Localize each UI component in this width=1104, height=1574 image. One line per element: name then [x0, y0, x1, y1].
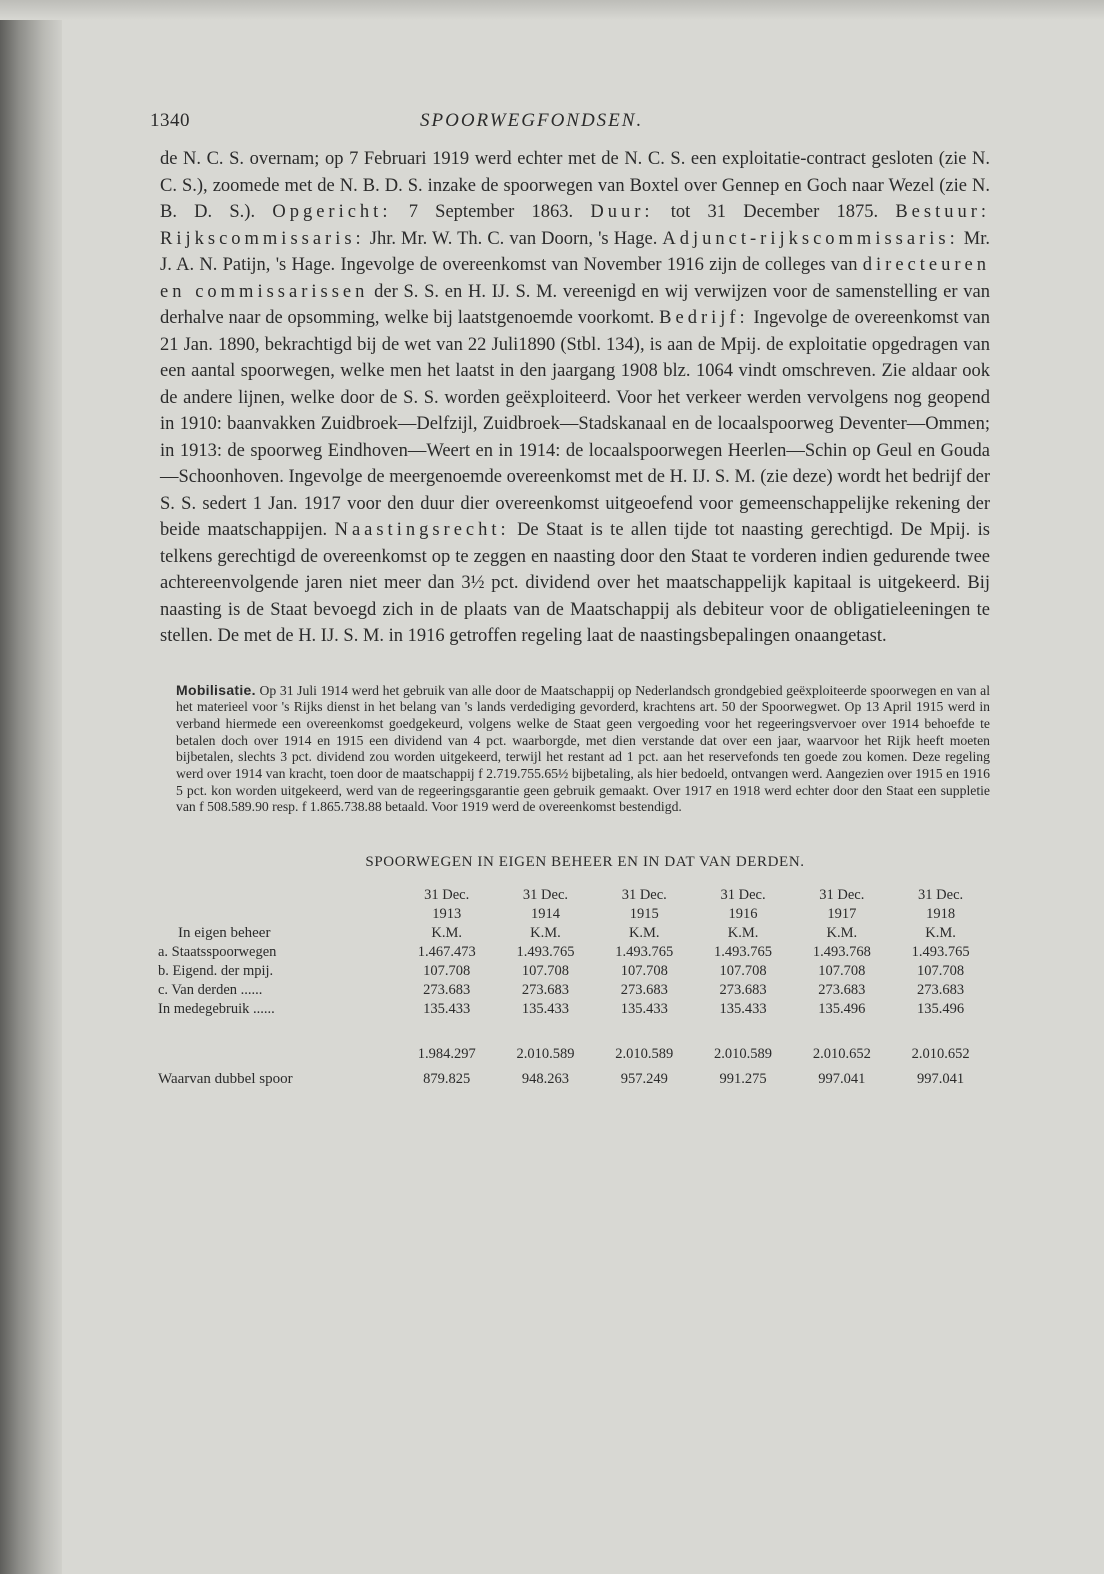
row-label: b. Eigend. der mpij.: [158, 963, 274, 980]
total-cell: 2.010.589: [516, 1046, 575, 1063]
value-cell: 135.496: [818, 1001, 866, 1018]
text-duration: tot 31 December 1875.: [670, 202, 879, 222]
mobilisatie-paragraph: [150, 682, 990, 817]
table-spacer-row: [158, 1018, 990, 1038]
text-bedrijf: Ingevolge de overeenkomst van 21 Jan. 1890, bekrachtigd bij de wet van 22 Juli1890 (Stbl. 134), is aan de Mpij. de exploitatie opgedragen van een aantal spoorwegen, welke men het laatst in den jaargang 1908 blz. 1064 vindt omschreven. Zie aldaar ook de andere lijnen, welke door de S. S. worden geëxploiteerd. Voor het verkeer werden vervolgens nog geopend in 1910: baanvakken Zuidbroek—Delfzijl, Zuidbroek—Stadskanaal en de locaalspoorweg Deventer—Ommen; in 1913: de spoorweg Eindhoven—Weert en in 1914: de locaalspoorwegen Heerlen—Schin op Geul en Gouda—Schoonhoven. Ingevolge de meergenoemde overeenkomst met de H. IJ. S. M. (zie deze) wordt het bedrijf der S. S. sedert 1 Jan. 1917 voor den duur dier overeenkomst uitgeoefend voor gemeenschappelijke rekening der beide maatschappijen.: [160, 308, 991, 540]
value-cell: 273.683: [719, 982, 767, 999]
value-cell: 273.683: [917, 982, 965, 999]
table-row: [158, 980, 990, 999]
table-row: [158, 961, 990, 980]
table-header-row: [158, 885, 990, 904]
scan-top-shadow: [0, 0, 1104, 20]
year-cell: 1917: [827, 906, 857, 923]
row-label: a. Staatsspoorwegen: [158, 944, 277, 961]
double-track-cell: 948.263: [521, 1071, 570, 1088]
table-double-track-row: [158, 1063, 990, 1088]
running-title: SPOORWEGFONDSEN.: [420, 110, 644, 131]
value-cell: 107.708: [917, 963, 965, 980]
unit-cell: K.M.: [431, 925, 462, 942]
year-cell: 1918: [926, 906, 956, 923]
key-adjunct: Adjunct-rijkscommissaris:: [662, 228, 959, 249]
text-naasting: De Staat is te allen tijde tot naasting gerechtigd. De Mpij. is telkens gerechtigd de overeenkomst op te zeggen en naasting door den Staat te vorderen indien gedurende twee achtereenvolgende jaren niet meer dan 3½ pct. dividend over het maatschappelijk kapitaal is uitgekeerd. Bij naasting is de Staat bevoegd zich in de plaats van de Maatschappij als debiteur voor de obligatieleeningen te stellen. De met de H. IJ. S. M. in 1916 getroffen regeling laat de naastingsbepalingen onaangetast.: [160, 520, 990, 646]
text-adjunct: Mr. J. A. N. Patijn, 's Hage. Ingevolge de overeenkomst van November 1916 zijn de colleges van: [160, 228, 990, 275]
year-cell: 1916: [728, 906, 758, 923]
table-units-row: [158, 923, 990, 942]
value-cell: 135.496: [917, 1001, 965, 1018]
header-cell: 31 Dec.: [819, 887, 865, 904]
total-cell: 2.010.589: [714, 1046, 773, 1063]
page-number: 1340: [150, 110, 190, 131]
header-cell: 31 Dec.: [522, 887, 569, 904]
value-cell: 273.683: [521, 982, 570, 999]
table-total-row: [158, 1038, 990, 1063]
value-cell: 135.433: [521, 1001, 570, 1018]
key-bedrijf: Bedrijf:: [659, 308, 749, 328]
table-header-row: [158, 904, 990, 923]
total-cell: 2.010.652: [812, 1046, 871, 1063]
key-duur: Duur:: [590, 202, 654, 222]
scan-binding-shadow: [0, 0, 62, 1574]
text-commissioner: Jhr. Mr. W. Th. C. van Doorn, 's Hage.: [369, 228, 658, 249]
double-track-cell: 991.275: [719, 1071, 767, 1088]
key-rijkscommissaris: Rijkscommissaris:: [160, 228, 365, 249]
key-naastingsrecht: Naastingsrecht:: [334, 520, 510, 540]
unit-cell: K.M.: [727, 925, 759, 942]
document-page: [150, 110, 990, 1088]
value-cell: 107.708: [423, 963, 471, 980]
header-cell: 31 Dec.: [918, 887, 964, 904]
value-cell: 1.493.765: [516, 944, 575, 961]
mobilisatie-text: Op 31 Juli 1914 werd het gebruik van alle door de Maatschappij op Nederlandsch grondgebied geëxploiteerde spoorwegen en van al het materieel voor 's Rijks dienst in het belang van 's lands verdediging gevorderd, krachtens art. 50 der Spoorwegwet. Op 13 April 1915 werd in verband hiermede een overeenkomst goedgekeurd, volgens welke de Staat geen vergoeding voor het regeeringsvervoer over 1914 behoefde te betalen doch over 1914 en 1915 een dividend van 4 pct. waarborgde, met dien verstande dat over een jaar, waarvoor het Rijk heeft moeten bijbetalen, slechts 3 pct. dividend zou worden uitgekeerd, terwijl het restant ad 1 pct. aan het reservefonds ten goede zou komen. Deze regeling werd over 1914 van kracht, toen door de maatschappij f 2.719.755.65½ bijbetaling, als hier bedoeld, ontvangen werd. Aangezien over 1915 en 1916 5 pct. kon worden uitgekeerd, werd van de regeeringsgarantie geen gebruik gemaakt. Over 1917 en 1918 werd echter door den Staat een suppletie van f 508.589.90 resp. f 1.865.738.88 betaald. Voor 1919 werd de overeenkomst bestendigd.: [176, 682, 990, 815]
mobilisatie-heading: Mobilisatie.: [176, 681, 256, 698]
text-founded: 7 September 1863.: [408, 202, 574, 222]
value-cell: 1.493.765: [911, 944, 970, 961]
total-cell: 2.010.589: [615, 1046, 674, 1063]
key-directeuren: directeuren en commissarissen: [160, 255, 990, 302]
double-track-cell: 997.041: [917, 1071, 965, 1088]
row-label: Waarvan dubbel spoor: [158, 1071, 293, 1088]
value-cell: 107.708: [521, 963, 570, 980]
unit-cell: K.M.: [826, 925, 858, 942]
year-cell: 1914: [530, 906, 560, 923]
value-cell: 273.683: [818, 982, 866, 999]
year-cell: 1915: [629, 906, 659, 923]
key-bestuur: Bestuur:: [895, 202, 991, 222]
total-cell: 2.010.652: [911, 1046, 970, 1063]
unit-cell: K.M.: [628, 925, 660, 942]
double-track-cell: 957.249: [620, 1071, 668, 1088]
row-label: In medegebruik ......: [158, 1001, 275, 1018]
table-title: SPOORWEGEN IN EIGEN BEHEER EN IN DAT VAN DERDEN.: [365, 854, 805, 871]
value-cell: 1.493.765: [615, 944, 674, 961]
double-track-cell: 879.825: [423, 1071, 471, 1088]
running-head: [150, 110, 990, 146]
unit-cell: K.M.: [925, 925, 956, 942]
value-cell: 135.433: [423, 1001, 471, 1018]
railway-table: [158, 885, 990, 1088]
value-cell: 1.467.473: [417, 944, 476, 961]
key-opgericht: Opgericht:: [272, 202, 392, 222]
value-cell: 273.683: [423, 982, 471, 999]
value-cell: 107.708: [818, 963, 866, 980]
header-cell: 31 Dec.: [424, 887, 470, 904]
main-paragraph: [150, 146, 990, 650]
text-intro: de N. C. S. overnam; op 7 Februari 1919 werd echter met de N. C. S. een exploitatie-contract gesloten (zie N. C. S.), zoomede met de N. B. D. S. inzake de spoorwegen van Boxtel over Gennep en Goch naar Wezel (zie N. B. D. S.).: [160, 149, 990, 222]
value-cell: 107.708: [719, 963, 767, 980]
value-cell: 135.433: [719, 1001, 767, 1018]
text-colleges: der S. S. en H. IJ. S. M. vereenigd en wij verwijzen voor de samenstelling er van derhalve naar de opsomming, welke bij laatstgenoemde voorkomt.: [160, 281, 990, 328]
table-row: [158, 942, 990, 961]
header-cell: 31 Dec.: [621, 887, 667, 904]
value-cell: 1.493.765: [714, 944, 773, 961]
total-cell: 1.984.297: [417, 1046, 476, 1063]
double-track-cell: 997.041: [818, 1071, 866, 1088]
unit-cell: K.M.: [530, 925, 561, 942]
value-cell: 135.433: [620, 1001, 668, 1018]
row-label: c. Van derden ......: [158, 982, 263, 999]
row-label: In eigen beheer: [178, 925, 271, 942]
table-row: [158, 999, 990, 1018]
value-cell: 107.708: [620, 963, 668, 980]
value-cell: 1.493.768: [812, 944, 871, 961]
year-cell: 1913: [432, 906, 462, 923]
header-cell: 31 Dec.: [720, 887, 766, 904]
value-cell: 273.683: [620, 982, 668, 999]
